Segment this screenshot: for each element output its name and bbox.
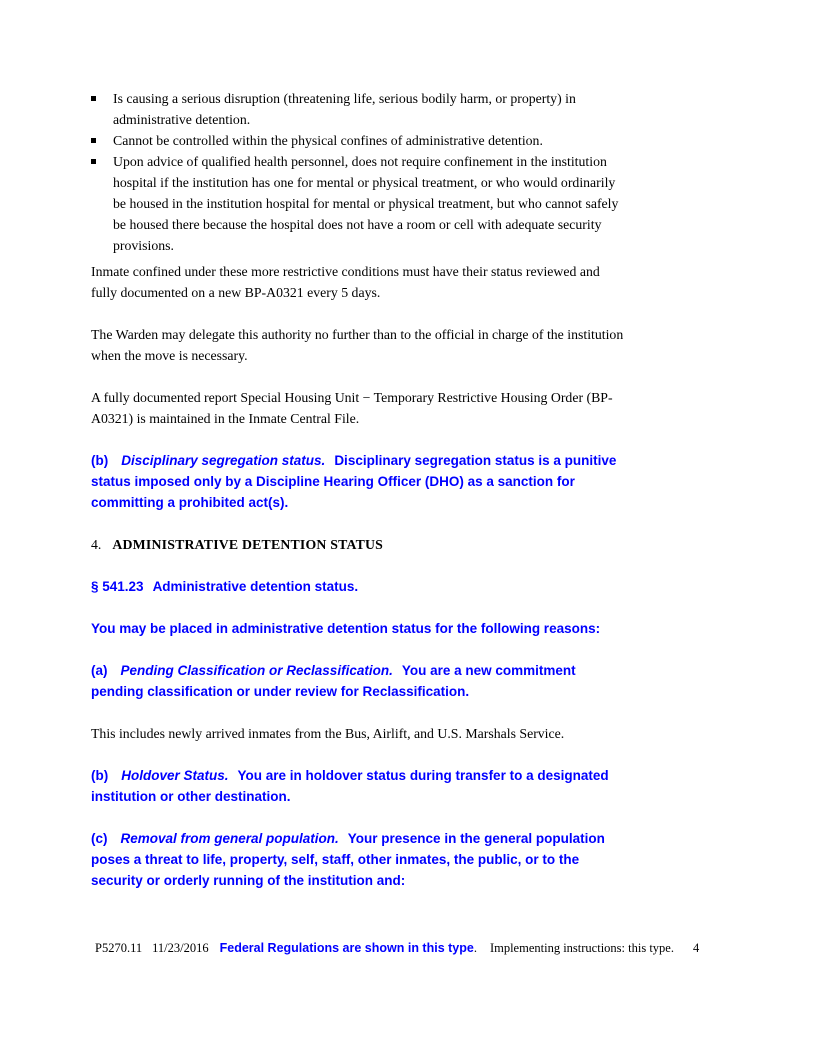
regulation-text: You are a new commitment	[401, 663, 576, 678]
text-line: hospital if the institution has one for mental or physical treatment, or who would ordinarily	[113, 175, 616, 190]
section-title: ADMINISTRATIVE DETENTION STATUS	[112, 537, 384, 552]
text-line	[91, 576, 731, 597]
regulation-c-removal-general-population	[91, 828, 731, 891]
text-line: poses a threat to life, property, self, staff, other inmates, the public, or to the	[91, 852, 580, 867]
text-line	[91, 765, 731, 786]
regulation-section-number: § 541.23	[91, 579, 144, 594]
footer-federal-note: Federal Regulations are shown in this type	[219, 941, 474, 955]
footer-doc-number: P5270.11	[95, 941, 143, 955]
text-line: when the move is necessary.	[91, 348, 248, 363]
text-line	[91, 660, 731, 681]
text-line: Inmate confined under these more restrictive conditions must have their status reviewed and	[91, 264, 600, 279]
bullet-text	[113, 151, 731, 256]
list-item	[91, 151, 731, 256]
regulation-section-title: Administrative detention status.	[152, 579, 359, 594]
text-line: A fully documented report Special Housing Unit − Temporary Restrictive Housing Order (BP-	[91, 390, 613, 405]
text-line: You may be placed in administrative detention status for the following reasons:	[91, 621, 601, 636]
square-bullet-icon	[91, 88, 113, 101]
text-line: committing a prohibited act(s).	[91, 495, 289, 510]
text-line: pending classification or under review for Reclassification.	[91, 684, 470, 699]
text-line: Upon advice of qualified health personnel, does not require confinement in the institution	[113, 154, 607, 169]
text-line: Cannot be controlled within the physical confines of administrative detention.	[113, 133, 543, 148]
regulation-title: Disciplinary segregation status.	[121, 453, 326, 468]
regulation-title: Pending Classification or Reclassification.	[120, 663, 393, 678]
regulation-title: Holdover Status.	[121, 768, 229, 783]
regulation-text: You are in holdover status during transfer to a designated	[237, 768, 609, 783]
footer-date: 11/23/2016	[152, 941, 209, 955]
regulation-a-pending-classification	[91, 660, 731, 702]
paragraph-inmate-confined	[91, 261, 731, 303]
text-line: A0321) is maintained in the Inmate Central File.	[91, 411, 360, 426]
regulation-text: Your presence in the general population	[347, 831, 605, 846]
square-bullet-icon	[91, 130, 113, 143]
regulation-b-disciplinary-segregation	[91, 450, 731, 513]
text-line: fully documented on a new BP-A0321 every 5 days.	[91, 285, 381, 300]
text-line	[91, 450, 731, 471]
list-item	[91, 88, 731, 130]
paragraph-newly-arrived	[91, 723, 731, 744]
paragraph-documented-report	[91, 387, 731, 429]
regulation-b-holdover-status	[91, 765, 731, 807]
footer-implementing-note: Implementing instructions: this type.	[489, 941, 674, 955]
text-line: administrative detention.	[113, 112, 251, 127]
text-line: provisions.	[113, 238, 174, 253]
regulation-section-541-23	[91, 576, 731, 597]
text-line: security or orderly running of the institution and:	[91, 873, 406, 888]
paragraph-warden-delegate	[91, 324, 731, 366]
section-heading-administrative-detention	[91, 534, 731, 555]
footer-page-number: 4	[692, 941, 700, 955]
text-line: Is causing a serious disruption (threatening life, serious bodily harm, or property) in	[113, 91, 576, 106]
square-bullet-icon	[91, 151, 113, 164]
bullet-text	[113, 130, 731, 151]
regulation-intro	[91, 618, 731, 639]
text-line: be housed in the institution hospital for mental or physical treatment, but who cannot safely	[113, 196, 619, 211]
page-footer	[95, 941, 699, 956]
regulation-text: Disciplinary segregation status is a punitive	[334, 453, 617, 468]
paragraph-label: (a)	[91, 663, 108, 678]
paragraph-label: (b)	[91, 453, 109, 468]
text-line: status imposed only by a Discipline Hearing Officer (DHO) as a sanction for	[91, 474, 575, 489]
text-line	[91, 828, 731, 849]
regulation-title: Removal from general population.	[120, 831, 339, 846]
section-number: 4.	[91, 537, 102, 552]
page-content	[91, 88, 731, 891]
text-line: This includes newly arrived inmates from the Bus, Airlift, and U.S. Marshals Service.	[91, 726, 565, 741]
footer-federal-note-period: .	[473, 941, 477, 955]
text-line: The Warden may delegate this authority no further than to the official in charge of the institution	[91, 327, 624, 342]
list-item	[91, 130, 731, 151]
paragraph-label: (c)	[91, 831, 108, 846]
bullet-list	[91, 88, 731, 256]
text-line: institution or other destination.	[91, 789, 291, 804]
paragraph-label: (b)	[91, 768, 109, 783]
text-line: be housed there because the hospital does not have a room or cell with adequate security	[113, 217, 602, 232]
bullet-text	[113, 88, 731, 130]
